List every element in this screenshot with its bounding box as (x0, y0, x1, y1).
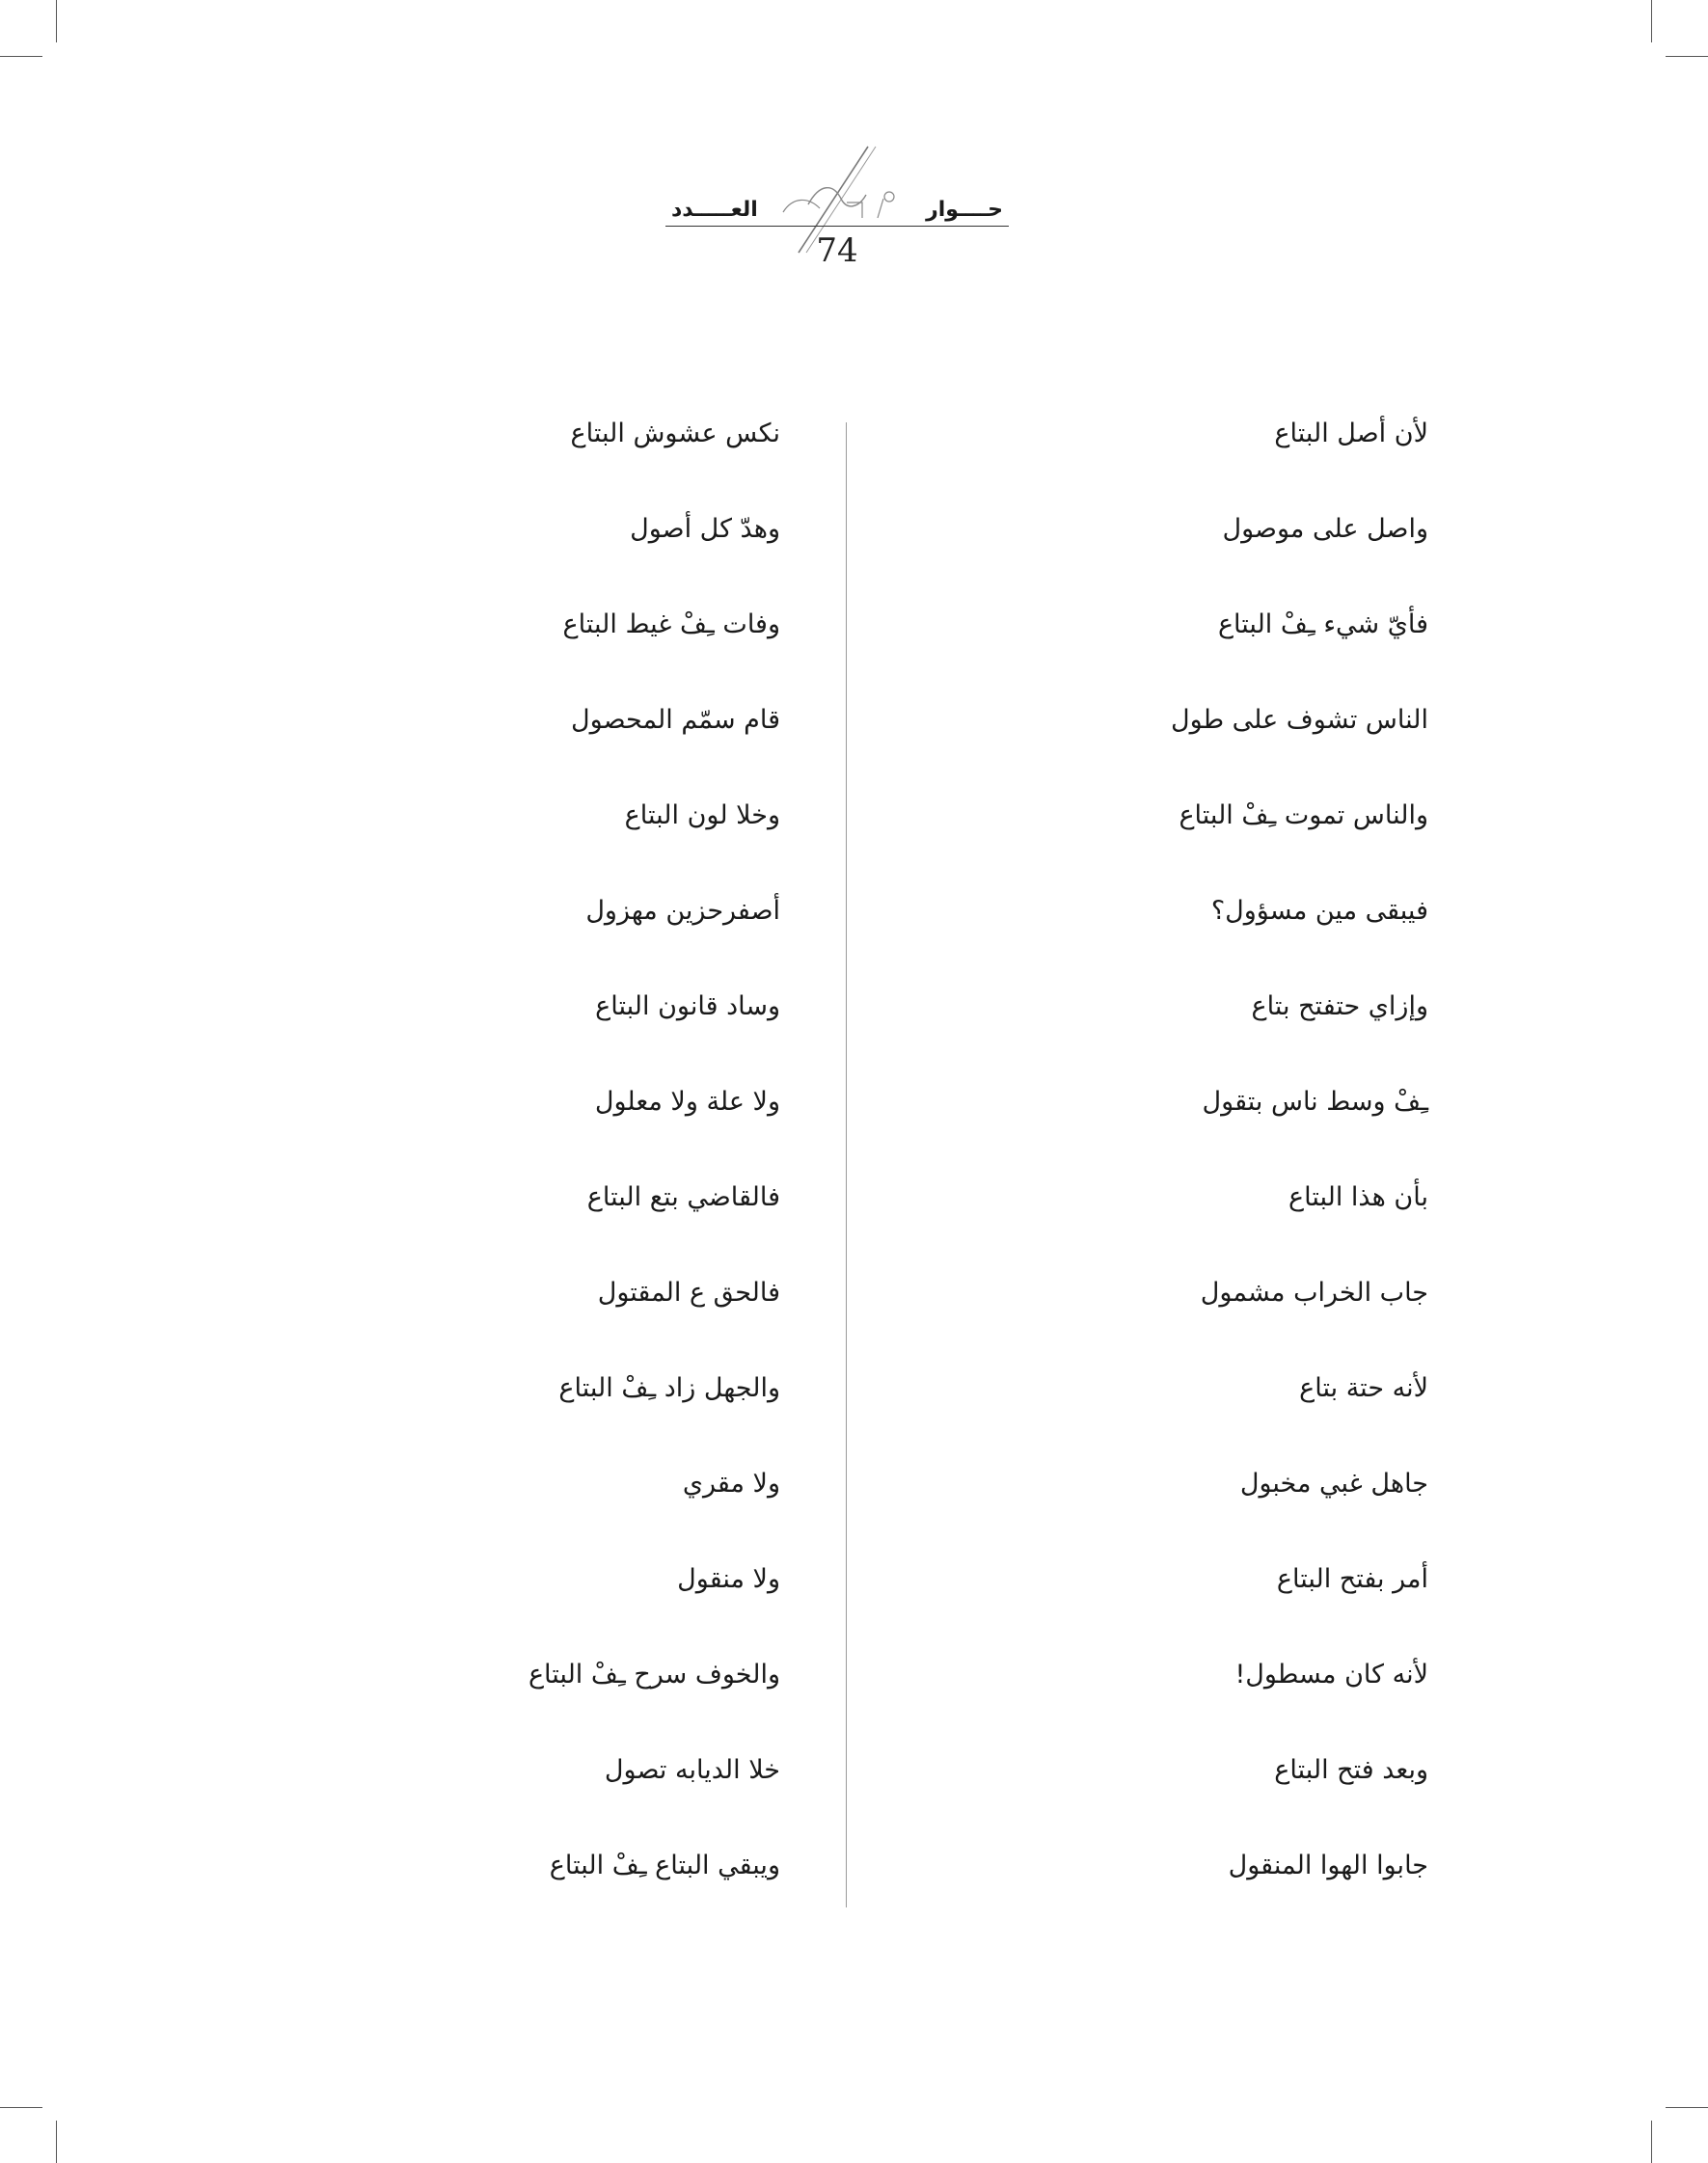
crop-mark (1666, 2107, 1708, 2108)
verse-line: قام سمّم المحصول (571, 705, 780, 735)
crop-mark (1651, 2121, 1652, 2163)
verse-line: لأن أصل البتاع (1274, 419, 1428, 448)
verse-line: وساد قانون البتاع (595, 991, 780, 1021)
verse-line: ولا منقول (677, 1564, 780, 1594)
poem-left-column (375, 405, 780, 1933)
header-rule (665, 226, 1009, 227)
verse-line: الناس تشوف على طول (1171, 705, 1428, 735)
verse-line: فيبقى مين مسؤول؟ (1210, 896, 1428, 926)
verse-line: وبعد فتح البتاع (1274, 1755, 1428, 1785)
crop-mark (0, 2107, 42, 2108)
verse-line: خلا الديابه تصول (604, 1755, 780, 1785)
verse-line: بأن هذا البتاع (1288, 1182, 1428, 1212)
verse-line: فأيّ شيء ـِفْ البتاع (1217, 609, 1428, 639)
verse-line: جاب الخراب مشمول (1200, 1278, 1428, 1308)
poem (0, 405, 1708, 1909)
verse-line: جابوا الهوا المنقول (1228, 1851, 1428, 1880)
verse-line: ويبقي البتاع ـِفْ البتاع (549, 1851, 780, 1880)
verse-line: أمر بفتح البتاع (1276, 1564, 1428, 1594)
crop-mark (56, 0, 57, 42)
verse-line: لأنه كان مسطول! (1234, 1660, 1428, 1690)
verse-line: فالقاضي بتع البتاع (586, 1182, 780, 1212)
verse-line: واصل على موصول (1222, 514, 1428, 544)
crop-mark (1651, 0, 1652, 42)
verse-line: أصفرحزين مهزول (585, 896, 780, 926)
column-divider (846, 422, 847, 1907)
verse-line: ولا علة ولا معلول (594, 1087, 780, 1117)
crop-mark (0, 56, 42, 57)
verse-line: فالحق ع المقتول (597, 1278, 780, 1308)
verse-line: ولا مقري (682, 1469, 780, 1499)
verse-line: والناس تموت ـِفْ البتاع (1179, 800, 1428, 830)
crop-mark (1666, 56, 1708, 57)
running-header (665, 145, 1009, 280)
verse-line: وهدّ كل أصول (630, 514, 780, 544)
verse-line: ـِفْ وسط ناس بتقول (1202, 1087, 1428, 1117)
verse-line: والجهل زاد ـِفْ البتاع (558, 1373, 780, 1403)
verse-line: جاهل غبي مخبول (1239, 1469, 1428, 1499)
verse-line: لأنه حتة بتاع (1299, 1373, 1428, 1403)
verse-line: وإزاي حتفتح بتاع (1251, 991, 1428, 1021)
verse-line: نكس عشوش البتاع (570, 419, 780, 448)
crop-mark (56, 2121, 57, 2163)
verse-line: وخلا لون البتاع (624, 800, 780, 830)
issue-label: العـــــدد (671, 198, 758, 222)
section-label: حــــوار (926, 198, 1003, 222)
poem-right-column (1023, 405, 1428, 1933)
verse-line: وفات ـِفْ غيط البتاع (562, 609, 780, 639)
page-number: 74 (816, 231, 858, 270)
verse-line: والخوف سرح ـِفْ البتاع (528, 1660, 780, 1690)
